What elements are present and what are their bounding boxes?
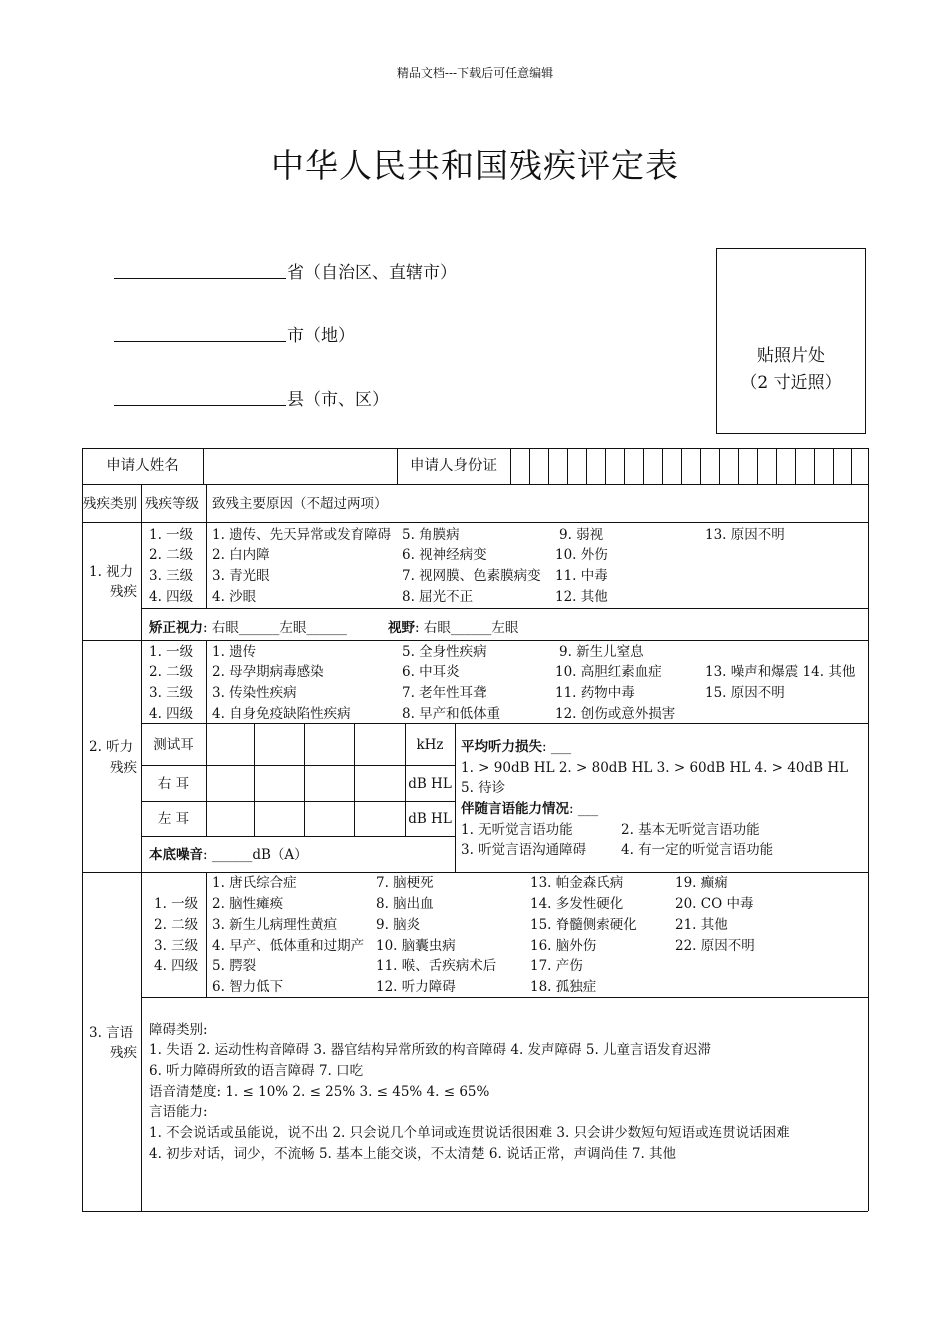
vision-label-2: 残疾 <box>110 584 137 600</box>
speech-cause[interactable]: 17. 产伤 <box>530 958 583 974</box>
vision-cause[interactable]: 3. 青光眼 <box>212 568 270 584</box>
speech-cause[interactable]: 11. 喉、舌疾病术后 <box>376 958 497 974</box>
vision-level-3[interactable]: 3. 三级 <box>149 568 194 584</box>
visual-field-label: 视野 <box>388 620 415 636</box>
vision-cause[interactable]: 5. 角膜病 <box>402 527 460 543</box>
corrected-vision-label: 矫正视力 <box>149 620 203 636</box>
vision-cause[interactable]: 8. 屈光不正 <box>402 589 474 605</box>
speech-cause[interactable]: 3. 新生儿病理性黄疸 <box>212 917 338 933</box>
photo-label: 贴照片处 <box>757 346 825 366</box>
speech-cause[interactable]: 19. 癫痫 <box>675 875 728 891</box>
county-field[interactable] <box>114 385 286 406</box>
hearing-cause[interactable]: 9. 新生儿窒息 <box>559 644 644 660</box>
hearing-label: 2. 听力 <box>89 739 134 755</box>
speech-cause[interactable]: 7. 脑梗死 <box>376 875 434 891</box>
avg-loss-options[interactable]: 1. > 90dB HL 2. > 80dB HL 3. > 60dB HL 4. > 40dB HL <box>461 760 849 776</box>
hearing-cause[interactable]: 6. 中耳炎 <box>402 664 460 680</box>
speech-cause[interactable]: 6. 智力低下 <box>212 979 284 995</box>
test-ear-label: 测试耳 <box>153 737 194 753</box>
speech-cause[interactable]: 9. 脑炎 <box>376 917 421 933</box>
name-input[interactable] <box>204 449 396 483</box>
province-label: 省（自治区、直辖市） <box>287 263 457 283</box>
dbhl-right-unit: dB HL <box>408 776 452 792</box>
hearing-cause[interactable]: 10. 高胆红素血症 <box>555 664 662 680</box>
speech-cause[interactable]: 2. 脑性瘫痪 <box>212 896 284 912</box>
vision-cause[interactable]: 11. 中毒 <box>555 568 608 584</box>
left-ear-label: 左 耳 <box>157 811 190 827</box>
hearing-cause[interactable]: 2. 母孕期病毒感染 <box>212 664 324 680</box>
col-category: 残疾类别 <box>83 496 137 512</box>
vision-level-1[interactable]: 1. 一级 <box>149 527 194 543</box>
corrected-vision-fields[interactable]: : 右眼______左眼______ <box>203 620 347 636</box>
hearing-cause[interactable]: 12. 创伤或意外损害 <box>555 706 676 722</box>
speech-ability-option[interactable]: 4. 有一定的听觉言语功能 <box>621 842 774 858</box>
hearing-level-4[interactable]: 4. 四级 <box>149 706 194 722</box>
photo-box[interactable] <box>716 248 866 434</box>
disorder-type-options[interactable]: 1. 失语 2. 运动性构音障碍 3. 器官结构异常所致的构音障碍 4. 发声障碍 5. 儿童言语发育迟滞 <box>149 1042 712 1058</box>
watermark: 精品文档---下载后可任意编辑 <box>396 66 554 80</box>
hearing-level-1[interactable]: 1. 一级 <box>149 644 194 660</box>
speech-cause[interactable]: 12. 听力障碍 <box>376 979 456 995</box>
vision-level-4[interactable]: 4. 四级 <box>149 589 194 605</box>
dbhl-left-unit: dB HL <box>408 811 452 827</box>
speech-ability-label-2: 言语能力: <box>149 1104 208 1120</box>
visual-field-fields[interactable]: : 右眼______左眼 <box>415 620 519 636</box>
vision-cause[interactable]: 4. 沙眼 <box>212 589 257 605</box>
khz-unit: kHz <box>416 737 444 753</box>
avg-loss <box>461 737 571 758</box>
vision-label: 1. 视力 <box>89 564 134 580</box>
hearing-cause[interactable]: 4. 自身免疫缺陷性疾病 <box>212 706 351 722</box>
speech-ability-field[interactable]: : ___ <box>569 801 599 817</box>
vision-cause[interactable]: 13. 原因不明 <box>705 527 785 543</box>
id-label: 申请人身份证 <box>410 458 497 474</box>
hearing-cause[interactable]: 1. 遗传 <box>212 644 257 660</box>
hearing-label-2: 残疾 <box>110 760 137 776</box>
background-noise <box>149 845 308 866</box>
speech-ability-option[interactable]: 2. 基本无听觉言语功能 <box>621 822 760 838</box>
vision-cause[interactable]: 1. 遗传、先天异常或发育障碍 <box>212 527 392 543</box>
speech-level-1[interactable]: 1. 一级 <box>154 896 199 912</box>
speech-cause[interactable]: 13. 帕金森氏病 <box>530 875 624 891</box>
speech-cause[interactable]: 15. 脊髓侧索硬化 <box>530 917 637 933</box>
province-field[interactable] <box>114 258 286 279</box>
vision-level-2[interactable]: 2. 二级 <box>149 547 194 563</box>
speech-cause[interactable]: 5. 腭裂 <box>212 958 257 974</box>
right-ear-label: 右 耳 <box>157 776 190 792</box>
background-noise-label: 本底噪音 <box>149 847 203 863</box>
name-label: 申请人姓名 <box>106 458 179 474</box>
col-cause: 致残主要原因（不超过两项） <box>212 496 388 512</box>
speech-label: 3. 言语 <box>89 1025 134 1041</box>
avg-loss-field[interactable]: : ___ <box>542 739 572 755</box>
speech-level-3[interactable]: 3. 三级 <box>154 938 199 954</box>
speech-cause[interactable]: 22. 原因不明 <box>675 938 755 954</box>
vision-cause[interactable]: 7. 视网膜、色素膜病变 <box>402 568 541 584</box>
city-label: 市（地） <box>287 326 355 346</box>
speech-cause[interactable]: 1. 唐氏综合症 <box>212 875 297 891</box>
speech-ability-label: 伴随言语能力情况 <box>461 801 569 817</box>
city-field[interactable] <box>114 321 286 342</box>
speech-cause[interactable]: 10. 脑囊虫病 <box>376 938 456 954</box>
vision-cause[interactable]: 2. 白内障 <box>212 547 270 563</box>
hearing-level-3[interactable]: 3. 三级 <box>149 685 194 701</box>
speech-ability-options-1[interactable]: 1. 不会说话或虽能说，说不出 2. 只会说几个单词或连贯说话很困难 3. 只会讲少数短句短语或连贯说话困难 <box>149 1125 790 1141</box>
speech-level-2[interactable]: 2. 二级 <box>154 917 199 933</box>
photo-size: （2 寸近照） <box>740 373 842 393</box>
hearing-cause[interactable]: 15. 原因不明 <box>705 685 785 701</box>
hearing-level-2[interactable]: 2. 二级 <box>149 664 194 680</box>
speech-cause[interactable]: 4. 早产、低体重和过期产 <box>212 938 365 954</box>
speech-cause[interactable]: 18. 孤独症 <box>530 979 597 995</box>
vision-cause[interactable]: 6. 视神经病变 <box>402 547 487 563</box>
corrected-vision <box>149 618 347 639</box>
hearing-cause[interactable]: 7. 老年性耳聋 <box>402 685 487 701</box>
speech-label-2: 残疾 <box>110 1045 137 1061</box>
hearing-cause[interactable]: 11. 药物中毒 <box>555 685 635 701</box>
speech-cause[interactable]: 21. 其他 <box>675 917 728 933</box>
speech-ability-options-2[interactable]: 4. 初步对话，词少，不流畅 5. 基本上能交谈，不太清楚 6. 说话正常，声调尚佳 7. 其他 <box>149 1146 677 1162</box>
speech-level-4[interactable]: 4. 四级 <box>154 958 199 974</box>
avg-loss-options-2[interactable]: 5. 待诊 <box>461 780 506 796</box>
speech-cause[interactable]: 8. 脑出血 <box>376 896 434 912</box>
background-noise-field[interactable]: : ______dB（A） <box>203 847 308 863</box>
vision-cause[interactable]: 12. 其他 <box>555 589 608 605</box>
speech-ability-option[interactable]: 1. 无听觉言语功能 <box>461 822 573 838</box>
speech-ability <box>461 799 598 820</box>
disorder-type-label: 障碍类别: <box>149 1022 208 1038</box>
speech-cause[interactable]: 14. 多发性硬化 <box>530 896 624 912</box>
hearing-cause[interactable]: 5. 全身性疾病 <box>402 644 487 660</box>
speech-cause[interactable]: 16. 脑外伤 <box>530 938 597 954</box>
form-title: 中华人民共和国残疾评定表 <box>271 146 679 185</box>
vision-cause[interactable]: 9. 弱视 <box>559 527 604 543</box>
vision-cause[interactable]: 10. 外伤 <box>555 547 608 563</box>
hearing-cause[interactable]: 8. 早产和低体重 <box>402 706 501 722</box>
hearing-cause[interactable]: 3. 传染性疾病 <box>212 685 297 701</box>
hearing-cause[interactable]: 13. 噪声和爆震 14. 其他 <box>705 664 856 680</box>
disorder-type-options-2[interactable]: 6. 听力障碍所致的语言障碍 7. 口吃 <box>149 1063 364 1079</box>
intelligibility-options[interactable]: 语音清楚度: 1. ≤ 10% 2. ≤ 25% 3. ≤ 45% 4. ≤ 65% <box>149 1084 490 1100</box>
county-label: 县（市、区） <box>287 390 389 410</box>
speech-cause[interactable]: 20. CO 中毒 <box>675 896 754 912</box>
speech-ability-option[interactable]: 3. 听觉言语沟通障碍 <box>461 842 587 858</box>
col-grade: 残疾等级 <box>145 496 199 512</box>
visual-field <box>388 618 518 639</box>
avg-loss-label: 平均听力损失 <box>461 739 542 755</box>
